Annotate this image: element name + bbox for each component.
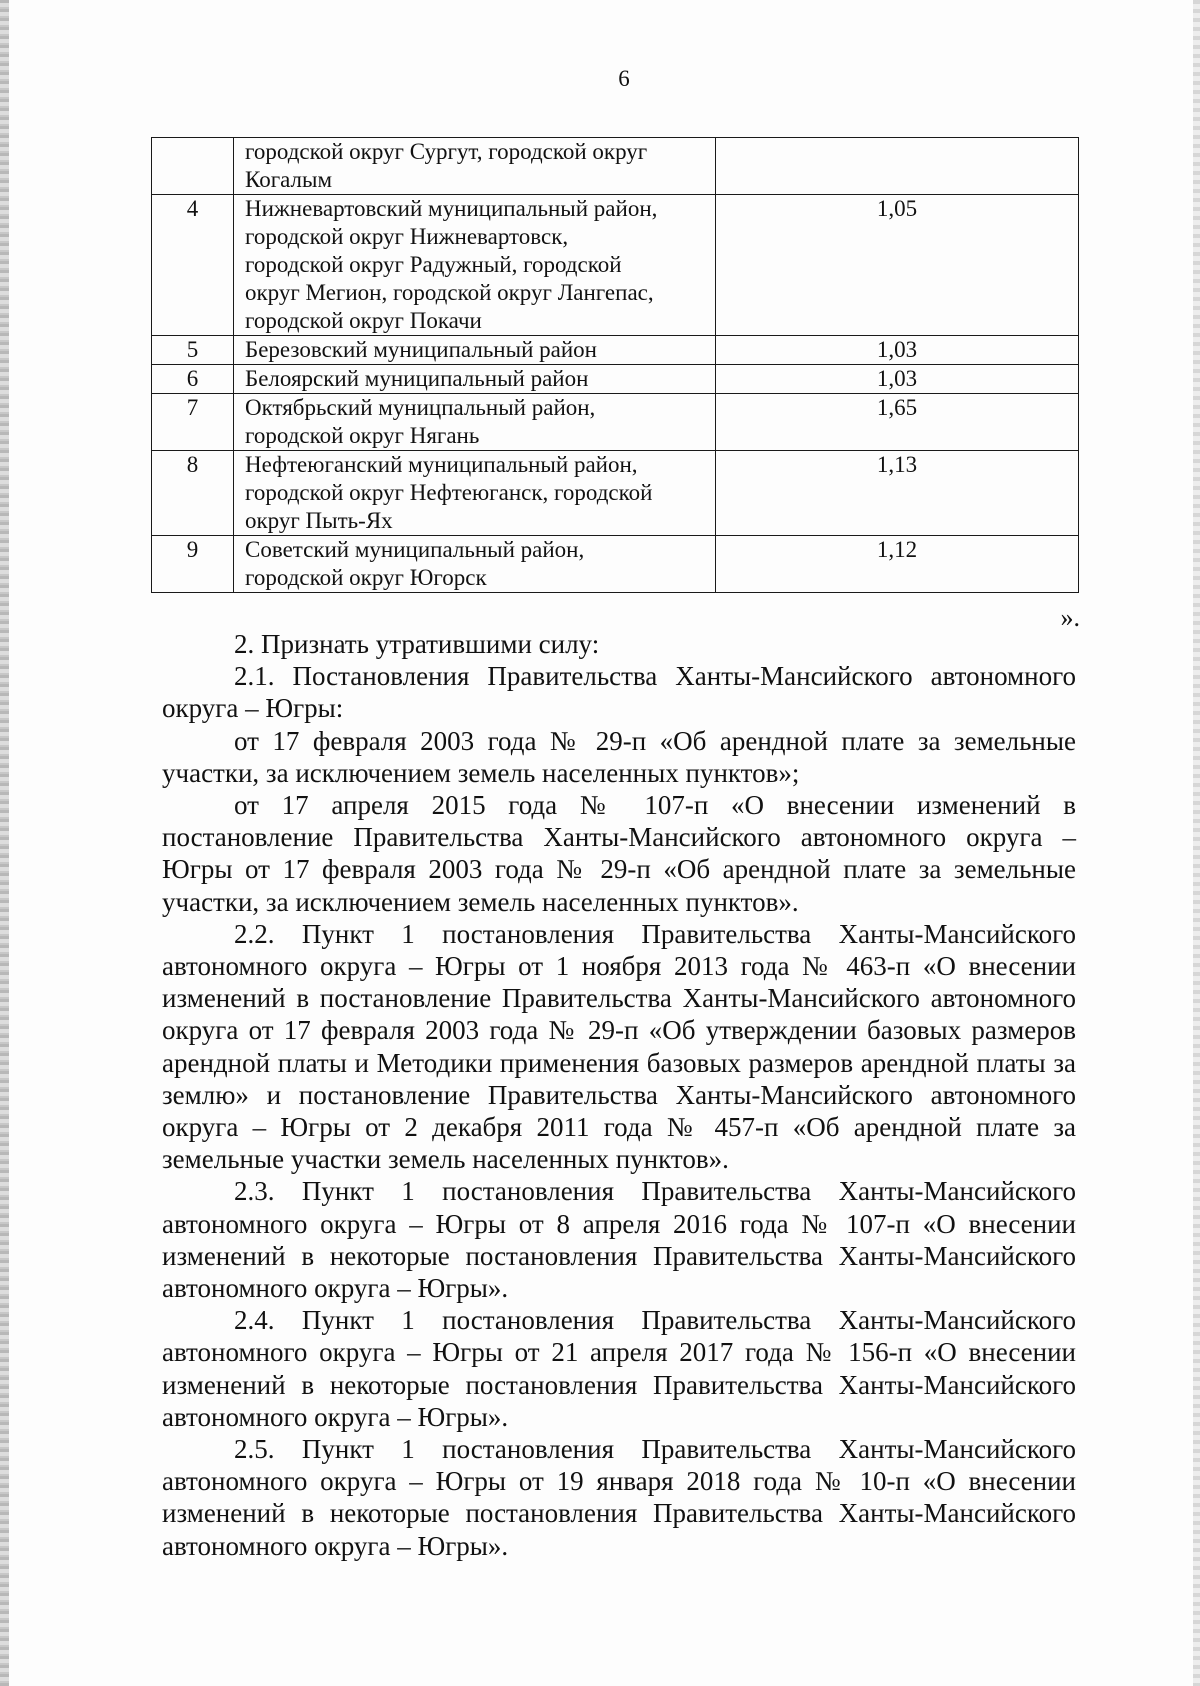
paragraph: 2.3. Пункт 1 постановления Правительства Ханты-Мансийского автономного округа – Югры от 8 апреля 2016 года № 107-п «О внесении изменений в некоторые постановления Правительства Ханты-Мансийского автономного округа – Югры». [162, 1176, 1076, 1304]
table-row [152, 394, 1079, 451]
coefficient-value: 1,05 [716, 195, 1079, 336]
table-row [152, 195, 1079, 336]
page-number: 6 [618, 66, 630, 91]
municipality-line: городской округ Сургут, городской округ [245, 139, 648, 164]
municipality-line: Октябрьский муницпальный район, [245, 395, 596, 420]
paragraph: от 17 апреля 2015 года № 107-п «О внесении изменений в постановление Правительства Ханты-Мансийского автономного округа – Югры от 17 февраля 2003 года № 29-п «Об арендной плате за земельные участки, за исключением земель населенных пунктов». [162, 790, 1076, 917]
municipality-line: округ Пыть-Ях [245, 508, 393, 533]
body-text [162, 628, 1076, 1562]
municipality-line: Советский муниципальный район, [245, 537, 585, 562]
table-row [152, 536, 1079, 593]
municipality-cell [234, 451, 716, 536]
municipality-cell [234, 195, 716, 336]
coefficient-value: 1,12 [716, 536, 1079, 593]
municipality-line: городской округ Югорск [245, 565, 487, 590]
coefficient-value [716, 138, 1079, 195]
closing-quote: ». [1060, 603, 1080, 632]
row-number: 6 [152, 365, 234, 394]
table-row [152, 138, 1079, 195]
scan-edge-right [1193, 0, 1200, 1686]
scan-edge-left [0, 0, 9, 1686]
row-number: 8 [152, 451, 234, 536]
paragraph: 2.2. Пункт 1 постановления Правительства Ханты-Мансийского автономного округа – Югры от 1 ноября 2013 года № 463-п «О внесении изменений в постановление Правительства Ханты-Мансийского автономного округа от 17 февраля 2003 года № 29-п «Об утверждении базовых размеров арендной платы и Методики применения базовых размеров арендной платы за землю» и постановление Правительства Ханты-Мансийского автономного округа – Югры от 2 декабря 2011 года № 457-п «Об арендной плате за земельные участки земель населенных пунктов». [162, 918, 1076, 1175]
municipality-cell [234, 536, 716, 593]
coefficient-table [151, 137, 1079, 593]
paragraph: 2.1. Постановления Правительства Ханты-Мансийского автономного округа – Югры: [162, 661, 1076, 724]
row-number [152, 138, 234, 195]
paragraph: 2.5. Пункт 1 постановления Правительства Ханты-Мансийского автономного округа – Югры от 19 января 2018 года № 10-п «О внесении изменений в некоторые постановления Правительства Ханты-Мансийского автономного округа – Югры». [162, 1434, 1076, 1561]
municipality-line: городской округ Нижневартовск, [245, 224, 569, 249]
municipality-line: Нижневартовский муниципальный район, [245, 196, 658, 221]
municipality-line: Нефтеюганский муниципальный район, [245, 452, 638, 477]
municipality-line: Когалым [245, 167, 333, 192]
paragraph: 2.4. Пункт 1 постановления Правительства Ханты-Мансийского автономного округа – Югры от 21 апреля 2017 года № 156-п «О внесении изменений в некоторые постановления Правительства Ханты-Мансийского автономного округа – Югры». [162, 1305, 1076, 1432]
row-number: 9 [152, 536, 234, 593]
row-number: 4 [152, 195, 234, 336]
municipality-line: городской округ Радужный, городской [245, 252, 622, 277]
table-row [152, 365, 1079, 394]
municipality-line: округ Мегион, городской округ Лангепас, [245, 280, 654, 305]
paragraph: от 17 февраля 2003 года № 29-п «Об арендной плате за земельные участки, за исключением земель населенных пунктов»; [162, 725, 1076, 788]
municipality-cell [234, 365, 716, 394]
coefficient-value: 1,03 [716, 336, 1079, 365]
municipality-cell [234, 336, 716, 365]
coefficient-value: 1,03 [716, 365, 1079, 394]
municipality-line: городской округ Покачи [245, 308, 482, 333]
municipality-line: Березовский муниципальный район [245, 337, 597, 362]
row-number: 5 [152, 336, 234, 365]
municipality-line: городской округ Нягань [245, 423, 480, 448]
municipality-cell [234, 394, 716, 451]
municipality-line: Белоярский муниципальный район [245, 366, 589, 391]
coefficient-value: 1,65 [716, 394, 1079, 451]
municipality-line: городской округ Нефтеюганск, городской [245, 480, 653, 505]
paragraph: 2. Признать утратившими силу: [234, 629, 600, 659]
table-row [152, 451, 1079, 536]
coefficient-value: 1,13 [716, 451, 1079, 536]
coefficient-table-body [152, 138, 1079, 593]
table-row [152, 336, 1079, 365]
row-number: 7 [152, 394, 234, 451]
municipality-cell [234, 138, 716, 195]
